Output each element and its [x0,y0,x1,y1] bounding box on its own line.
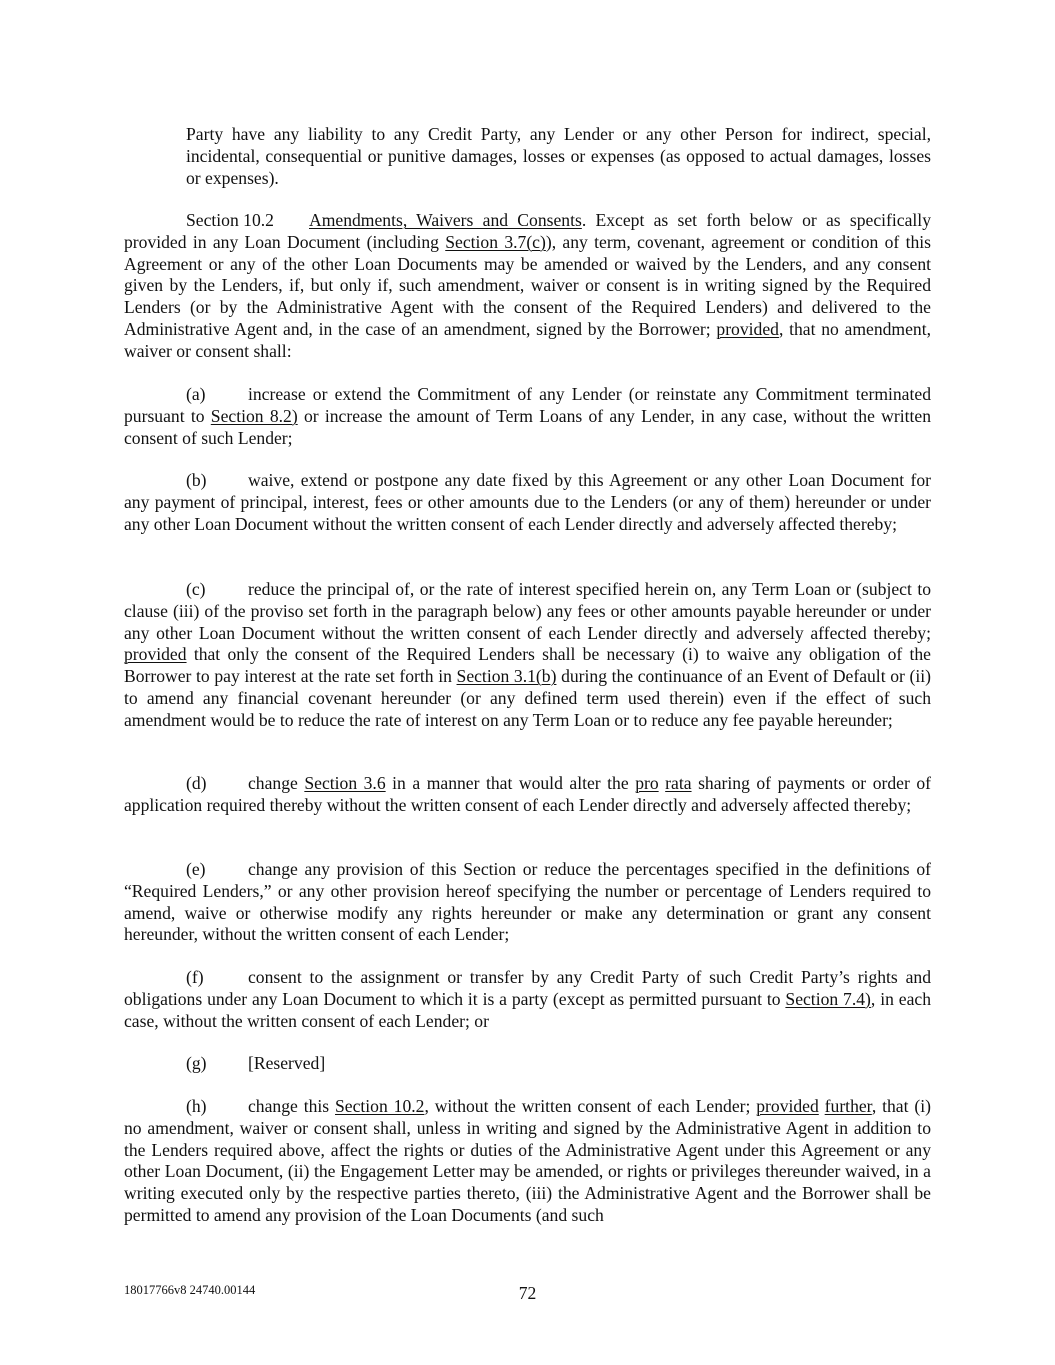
rata-term: rata [665,773,692,793]
further-term: further [824,1096,872,1116]
clause-f [124,967,931,1032]
pro-term: pro [635,773,659,793]
clause-text: change any provision of this Section or reduce the percentages specified in the definitions of “Required Lenders,” or any other provision hereof specifying the number or percentage of Lenders required to amend, waive or otherwise modify any rights hereunder or make any determination or grant any consent hereunder, without the written consent of each Lender; [124,859,931,945]
section-body-text: Except as set forth below or as specifically provided in any Loan Document (including [124,210,931,252]
clause-text: , that (i) no amendment, waiver or consent shall, unless in writing and signed by the Administrative Agent in addition to the Lenders required above, affect the rights or duties of the Administrative Agent under this Agreement or any other Loan Document, (ii) the Engagement Letter may be amended, or rights or privileges thereunder waived, in a writing executed only by the respective parties thereto, (iii) the Administrative Agent and the Borrower shall be permitted to amend any provision of the Loan Documents (and such [124,1096,931,1225]
clause-text: increase or extend the Commitment of any Lender (or reinstate any Commitment terminated pursuant to [124,384,931,426]
clause-text: reduce the principal of, or the rate of interest specified herein on, any Term Loan or (subject to clause (iii) of the proviso set forth in the paragraph below) any fees or other amounts payable hereunder or under any other Loan Document without the written consent of each Lender directly and adversely affected thereby; [124,579,931,643]
clause-d [124,773,931,817]
clause-number: (g) [186,1053,207,1073]
clause-c [124,579,931,732]
section-body-text: ), any term, covenant, agreement or condition of this Agreement or any of the other Loan Documents may be amended or waived by the Lenders, and any consent given by the Lenders, if, but only if, such amendment, waiver or consent is in writing signed by the Required Lenders (or by the Administrative Agent with the consent of the Required Lenders) and delivered to the Administrative Agent and, in the case of an amendment, signed by the Borrower; [124,231,931,339]
clause-number: (b) [186,470,207,490]
footer-page-number: 72 [518,1283,537,1303]
clause-number: (c) [186,579,206,599]
footer-document-id: 18017766v8 24740.00144 [124,1283,256,1297]
section-ref-3-1b: Section 3.1(b) [456,666,557,687]
clause-text: change [248,773,305,793]
section-10-2-paragraph [124,210,931,363]
clause-a [124,384,931,449]
clause-text: or increase the amount of Term Loans of any Lender, in any case, without the written consent of such Lender; [124,405,931,448]
intro-text: Party have any liability to any Credit Party, any Lender or any other Person for indirect, special, incidental, consequential or punitive damages, losses or expenses (as opposed to actual damages, losses or expenses). [186,124,931,188]
clause-h [124,1096,931,1227]
clause-text: in a manner that would alter the [385,773,636,793]
clause-text: that only the consent of the Required Lenders shall be necessary (i) to waive any obligation of the Borrower to pay interest at the rate set forth in [124,644,931,687]
clause-text: , without the written consent of each Lender; [424,1096,757,1116]
clause-number: (a) [186,384,206,404]
section-ref-8-2: Section 8.2) [210,405,298,426]
clause-g [124,1053,931,1075]
clause-text: , in each case, without the written consent of each Lender; or [124,988,931,1031]
clause-text: [Reserved] [248,1053,326,1073]
clause-number: (f) [186,967,204,987]
section-ref-7-4: Section 7.4) [785,988,871,1009]
clause-text: during the continuance of an Event of Default or (ii) to amend any financial covenant hereunder (or any defined term used therein) even if the effect of such amendment would be to reduce the rate of interest on any Term Loan or to reduce any fee payable hereunder; [124,666,931,730]
clause-text: sharing of payments or order of application required thereby without the written consent of each Lender directly and adversely affected thereby; [124,773,931,815]
clause-number: (d) [186,773,207,793]
clause-text: waive, extend or postpone any date fixed by this Agreement or any other Loan Document for any payment of principal, interest, fees or other amounts due to the Lenders (or any of them) hereunder or under any other Loan Document without the written consent of each Lender directly and adversely affected thereby; [124,470,931,534]
clause-number: (e) [186,859,206,879]
proviso-term: provided [716,318,779,339]
section-body-text: , that no amendment, waiver or consent shall: [124,318,931,361]
clause-e [124,859,931,946]
clause-number: (h) [186,1096,207,1116]
section-heading-period: . [581,210,587,230]
intro-paragraph [186,124,931,189]
clause-b [124,470,931,535]
section-ref-3-6: Section 3.6 [304,773,386,793]
proviso-term: provided [756,1096,819,1116]
section-number: Section 10.2 [186,210,274,230]
section-ref-3-7c: Section 3.7(c) [445,231,546,252]
section-heading: Amendments, Waivers and Consents [309,210,582,230]
section-ref-10-2: Section 10.2 [335,1096,425,1116]
clause-text: consent to the assignment or transfer by any Credit Party of such Credit Party’s rights and obligations under any Loan Document to which it is a party (except as permitted pursuant to [124,967,931,1009]
clause-text: change this [248,1096,335,1116]
proviso-term: provided [124,644,187,665]
